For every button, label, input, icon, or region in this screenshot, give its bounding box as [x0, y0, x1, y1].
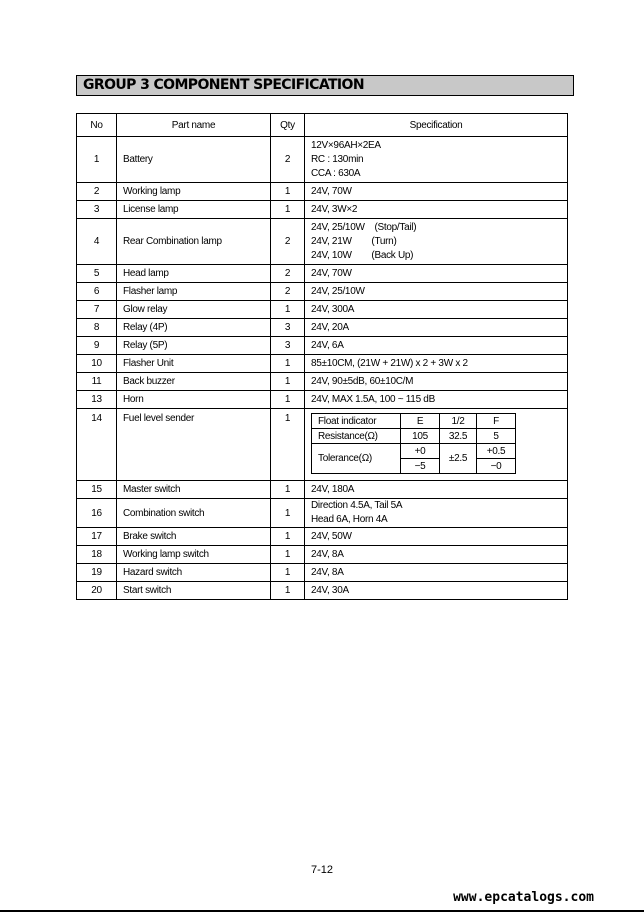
row-qty: 1 [271, 481, 305, 499]
row-specification [305, 499, 568, 528]
spec-line: 24V, 180A [311, 483, 355, 495]
row-specification [305, 481, 568, 499]
row-specification [305, 301, 568, 319]
row-specification [305, 355, 568, 373]
table-row [77, 337, 568, 355]
spec-line: 24V, MAX 1.5A, 100 ~ 115 dB [311, 393, 435, 405]
row-part-name: Working lamp [117, 183, 271, 201]
row-no: 6 [77, 283, 117, 301]
row-part-name: Battery [117, 137, 271, 183]
table-row [77, 355, 568, 373]
spec-line: 24V, 70W [311, 267, 352, 279]
table-body-b [77, 481, 568, 600]
row-no: 4 [77, 219, 117, 265]
row-specification [305, 201, 568, 219]
page-number: 7-12 [310, 864, 334, 876]
table-row [77, 481, 568, 499]
row-qty: 1 [271, 201, 305, 219]
row-part-name: Working lamp switch [117, 546, 271, 564]
row-no: 19 [77, 564, 117, 582]
table-header-row [77, 114, 568, 137]
row-qty: 2 [271, 137, 305, 183]
row-part-name: Glow relay [117, 301, 271, 319]
row-no: 8 [77, 319, 117, 337]
spec-line: 24V, 25/10W [311, 285, 365, 297]
row-qty: 1 [271, 373, 305, 391]
row-specification [305, 391, 568, 409]
row-qty: 1 [271, 391, 305, 409]
resistance-label: Resistance(Ω) [312, 429, 401, 444]
table-body-a [77, 137, 568, 409]
row-qty: 1 [271, 499, 305, 528]
table-row [77, 409, 568, 481]
row-no: 2 [77, 183, 117, 201]
row-specification [305, 319, 568, 337]
row-specification [305, 582, 568, 600]
spec-line: 24V, 8A [311, 548, 344, 560]
row-qty: 1 [271, 528, 305, 546]
fuel-sender-subtable [311, 413, 516, 474]
spec-line: Direction 4.5A, Tail 5A [311, 500, 403, 511]
col-e: E [401, 414, 440, 429]
row-specification [305, 183, 568, 201]
spec-line: CCA : 630A [311, 167, 361, 179]
component-spec-table [76, 113, 568, 600]
table-row [77, 201, 568, 219]
table-row [77, 499, 568, 528]
spec-line: RC : 130min [311, 153, 364, 165]
spec-line: 12V×96AH×2EA [311, 139, 381, 151]
row-specification [305, 219, 568, 265]
table-row [77, 183, 568, 201]
row-qty: 2 [271, 283, 305, 301]
row-part-name: Hazard switch [117, 564, 271, 582]
row-part-name: Combination switch [117, 499, 271, 528]
row-no: 13 [77, 391, 117, 409]
bottom-rule [0, 910, 644, 912]
row-part-name: Relay (4P) [117, 319, 271, 337]
row-specification [305, 373, 568, 391]
row-part-name: Start switch [117, 582, 271, 600]
tolerance-e-plus: +0 [401, 444, 440, 459]
table-row [77, 283, 568, 301]
row-specification [305, 409, 568, 481]
row-part-name: Horn [117, 391, 271, 409]
table-row [77, 528, 568, 546]
row-specification [305, 546, 568, 564]
row-no: 10 [77, 355, 117, 373]
resistance-e: 105 [401, 429, 440, 444]
row-qty: 2 [271, 265, 305, 283]
col-f: F [477, 414, 516, 429]
spec-line: 24V, 8A [311, 566, 344, 578]
table-row [77, 219, 568, 265]
spec-line: 24V, 25/10W (Stop/Tail) [311, 221, 417, 233]
section-title: GROUP 3 COMPONENT SPECIFICATION [76, 75, 574, 96]
row-no: 7 [77, 301, 117, 319]
spec-line: 24V, 70W [311, 185, 352, 197]
row-part-name: Master switch [117, 481, 271, 499]
row-specification [305, 283, 568, 301]
tolerance-f-plus: +0.5 [477, 444, 516, 459]
header-qty: Qty [271, 114, 305, 137]
row-no: 1 [77, 137, 117, 183]
row-qty: 1 [271, 409, 305, 481]
row-specification [305, 564, 568, 582]
float-indicator-label: Float indicator [312, 414, 401, 429]
table-row [77, 373, 568, 391]
row-qty: 1 [271, 355, 305, 373]
row-qty: 1 [271, 564, 305, 582]
row-part-name: License lamp [117, 201, 271, 219]
row-part-name: Rear Combination lamp [117, 219, 271, 265]
spec-line: 24V, 30A [311, 584, 349, 596]
header-part-name: Part name [117, 114, 271, 137]
header-no: No [77, 114, 117, 137]
row-qty: 3 [271, 319, 305, 337]
resistance-half: 32.5 [440, 429, 477, 444]
table-row [77, 301, 568, 319]
row-qty: 1 [271, 183, 305, 201]
table-row [77, 137, 568, 183]
row-qty: 1 [271, 582, 305, 600]
row-part-name: Head lamp [117, 265, 271, 283]
row-specification [305, 265, 568, 283]
tolerance-e-minus: −5 [401, 459, 440, 474]
row-no: 14 [77, 409, 117, 481]
spec-line: 24V, 300A [311, 303, 355, 315]
table-body-fuel [77, 409, 568, 481]
row-no: 18 [77, 546, 117, 564]
row-part-name: Brake switch [117, 528, 271, 546]
row-no: 11 [77, 373, 117, 391]
spec-line: 24V, 90±5dB, 60±10C/M [311, 375, 414, 387]
spec-line: 24V, 3W×2 [311, 203, 358, 215]
row-specification [305, 528, 568, 546]
resistance-f: 5 [477, 429, 516, 444]
spec-line: 24V, 6A [311, 339, 344, 351]
spec-line: 85±10CM, (21W + 21W) x 2 + 3W x 2 [311, 357, 468, 369]
row-qty: 2 [271, 219, 305, 265]
table-row [77, 546, 568, 564]
tolerance-label: Tolerance(Ω) [312, 444, 401, 474]
tolerance-half: ±2.5 [440, 444, 477, 474]
watermark: www.epcatalogs.com [453, 890, 594, 905]
table-row [77, 564, 568, 582]
row-part-name: Flasher Unit [117, 355, 271, 373]
row-qty: 1 [271, 301, 305, 319]
row-no: 15 [77, 481, 117, 499]
table-row [77, 391, 568, 409]
col-half: 1/2 [440, 414, 477, 429]
row-part-name: Fuel level sender [117, 409, 271, 481]
spec-line: Head 6A, Horn 4A [311, 514, 388, 525]
row-no: 5 [77, 265, 117, 283]
row-no: 3 [77, 201, 117, 219]
table-row [77, 319, 568, 337]
spec-line: 24V, 50W [311, 530, 352, 542]
tolerance-f-minus: −0 [477, 459, 516, 474]
spec-line: 24V, 21W (Turn) [311, 235, 397, 247]
row-part-name: Flasher lamp [117, 283, 271, 301]
row-no: 16 [77, 499, 117, 528]
spec-line: 24V, 20A [311, 321, 349, 333]
table-row [77, 265, 568, 283]
row-part-name: Back buzzer [117, 373, 271, 391]
row-specification [305, 337, 568, 355]
row-specification [305, 137, 568, 183]
row-part-name: Relay (5P) [117, 337, 271, 355]
spec-line: 24V, 10W (Back Up) [311, 249, 414, 261]
row-qty: 1 [271, 546, 305, 564]
row-no: 9 [77, 337, 117, 355]
header-specification: Specification [305, 114, 568, 137]
row-no: 17 [77, 528, 117, 546]
row-no: 20 [77, 582, 117, 600]
row-qty: 3 [271, 337, 305, 355]
table-row [77, 582, 568, 600]
